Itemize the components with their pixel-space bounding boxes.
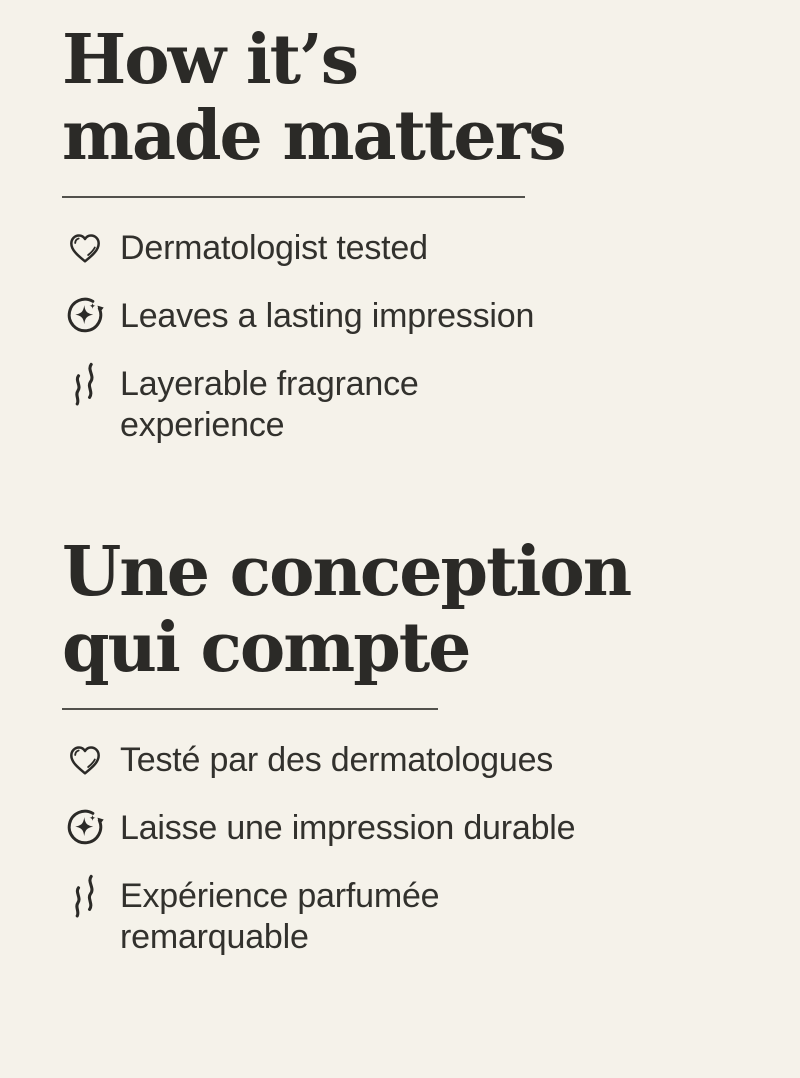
- feature-row-experience-parfumee: [62, 876, 760, 958]
- feature-list-french: [62, 740, 760, 958]
- heart-icon: [64, 227, 106, 267]
- feature-row-layerable-fragrance: [62, 364, 760, 446]
- feature-label: Dermatologist tested: [120, 229, 428, 267]
- feature-label: Expérience parfumée remarquable: [120, 877, 440, 956]
- feature-row-teste-dermatologues: [62, 740, 760, 781]
- feature-label: Layerable fragrance experience: [120, 365, 419, 444]
- section-english: [62, 22, 760, 446]
- section-french: [62, 534, 760, 958]
- heading-divider: [62, 196, 525, 198]
- feature-label: Leaves a lasting impression: [120, 297, 535, 335]
- feature-row-lasting-impression: [62, 296, 760, 337]
- lasting-sparkle-icon: [63, 293, 107, 337]
- fragrance-scent-icon: [67, 362, 103, 414]
- feature-row-impression-durable: [62, 808, 760, 849]
- heading-line: How it’s: [62, 20, 358, 100]
- heart-icon: [64, 739, 106, 779]
- heading-divider: [62, 708, 438, 710]
- lasting-sparkle-icon: [63, 805, 107, 849]
- heading-english: [62, 22, 760, 174]
- heading-french: [62, 534, 760, 686]
- fragrance-scent-icon: [67, 874, 103, 926]
- feature-row-dermatologist-tested: [62, 228, 760, 269]
- feature-label: Laisse une impression durable: [120, 809, 576, 847]
- feature-list-english: [62, 228, 760, 446]
- heading-line: made matters: [62, 96, 565, 176]
- heading-line: Une conception: [62, 532, 631, 612]
- feature-label: Testé par des dermatologues: [120, 741, 554, 779]
- heading-line: qui compte: [62, 608, 470, 688]
